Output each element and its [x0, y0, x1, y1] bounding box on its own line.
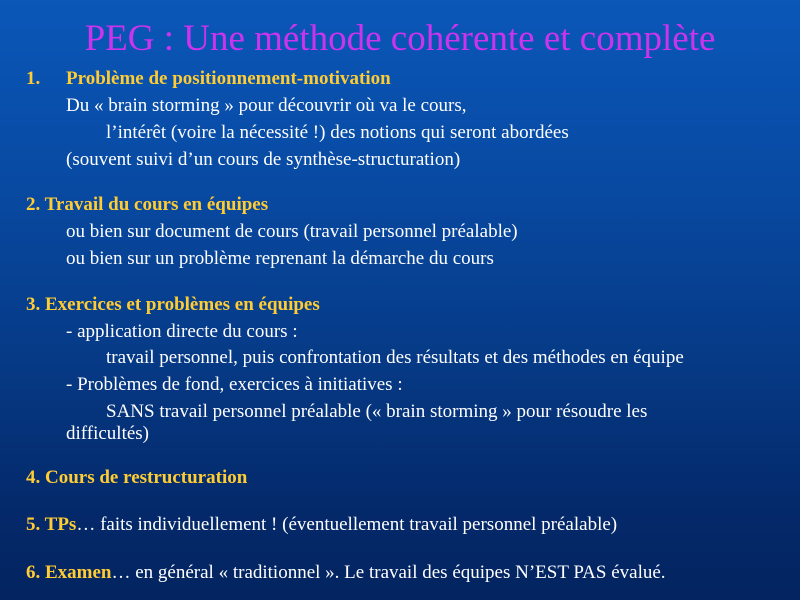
slide-title: PEG : Une méthode cohérente et complète	[84, 18, 716, 59]
section-1-number: 1.	[26, 68, 41, 89]
section-1-heading	[26, 67, 391, 91]
section-5-heading: 5. TPs	[26, 514, 77, 535]
section-5-line	[26, 513, 617, 537]
section-3-line-4b: difficultés)	[66, 423, 150, 444]
section-3-line-3: - Problèmes de fond, exercices à initiatives :	[66, 374, 403, 395]
section-3-line-4a: SANS travail personnel préalable (« brain storming » pour résoudre les	[106, 401, 648, 422]
section-1-line-1: Du « brain storming » pour découvrir où va le cours,	[66, 95, 467, 116]
section-3-line-2: travail personnel, puis confrontation des résultats et des méthodes en équipe	[106, 347, 684, 368]
section-4-heading: 4. Cours de restructuration	[26, 467, 248, 488]
section-1-heading-text: Problème de positionnement-motivation	[66, 68, 391, 89]
section-5-text: … faits individuellement ! (éventuellement travail personnel préalable)	[76, 514, 618, 535]
section-6-text: … en général « traditionnel ». Le travail des équipes N’EST PAS évalué.	[111, 562, 666, 583]
section-2-heading: 2. Travail du cours en équipes	[26, 194, 269, 215]
section-2-line-2: ou bien sur un problème reprenant la démarche du cours	[66, 248, 494, 269]
section-6-line	[26, 561, 666, 585]
section-2-line-1: ou bien sur document de cours (travail personnel préalable)	[66, 221, 518, 242]
section-6-heading: 6. Examen	[26, 562, 112, 583]
section-3-line-1: - application directe du cours :	[66, 321, 298, 342]
section-1-line-2: l’intérêt (voire la nécessité !) des notions qui seront abordées	[106, 122, 569, 143]
section-1-line-3: (souvent suivi d’un cours de synthèse-structuration)	[66, 149, 461, 170]
section-3-heading: 3. Exercices et problèmes en équipes	[26, 294, 320, 315]
